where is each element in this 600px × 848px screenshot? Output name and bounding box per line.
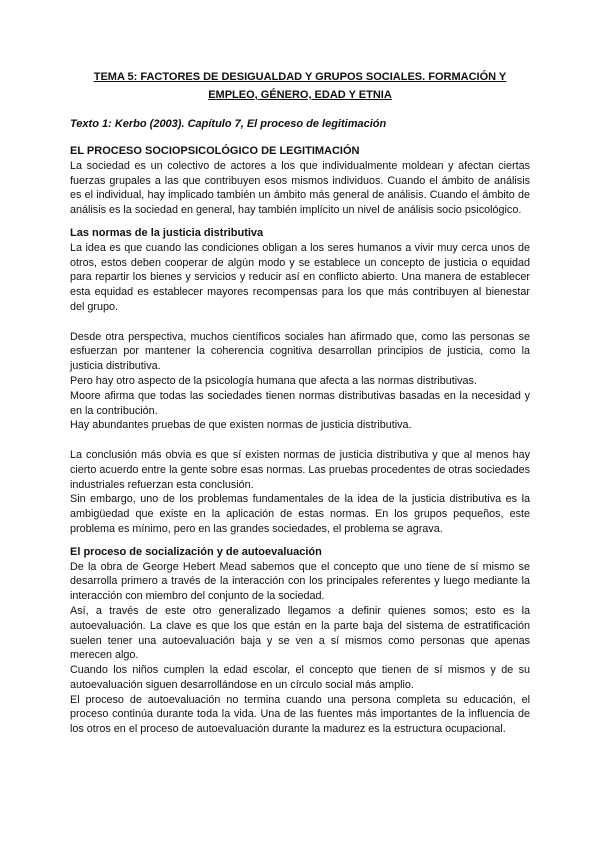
paragraph: La conclusión más obvia es que sí existen normas de justicia distributiva y que al menos hay cierto acuerdo entre la gente sobre esas normas. Las pruebas procedentes de otras sociedades industriales refuerzan esta conclusión. [70,448,530,491]
paragraph: Desde otra perspectiva, muchos científicos sociales han afirmado que, como las personas se esfuerzan por mantener la coherencia cognitiva desarrollan principios de justicia, como la justicia distributiva. [70,330,530,373]
document-subtitle: Texto 1: Kerbo (2003). Capítulo 7, El proceso de legitimación [70,118,387,130]
paragraph: De la obra de George Hebert Mead sabemos que el concepto que uno tiene de sí mismo se desarrolla primero a través de la interacción con los principales referentes y luego mediante la interacción con miembro del conjunto de la sociedad. [70,560,530,603]
section-heading: EL PROCESO SOCIOPSICOLÓGICO DE LEGITIMACIÓN [70,145,360,157]
paragraph: Hay abundantes pruebas de que existen normas de justicia distributiva. [70,419,412,432]
paragraph: La idea es que cuando las condiciones obligan a los seres humanos a vivir muy cerca unos de otros, estos deben cooperar de algún modo y se establece un concepto de justicia o equidad para repartir los bienes y servicios y reducir así en conflicto abierto. Una manera de establecer esta equidad es establecer mayores recompensas para los que más contribuyen al bienestar del grupo. [70,241,530,313]
paragraph: El proceso de autoevaluación no termina cuando una persona completa su educación, el proceso continúa durante toda la vida. Una de las fuentes más importantes de la influencia de los otros en el proceso de autoevaluación durante la madurez es la estructura ocupacional. [70,693,530,736]
paragraph: La sociedad es un colectivo de actores a los que individualmente moldean y afectan ciertas fuerzas grupales a las que contribuyen esos mismos individuos. Cuando el ámbito de análisis es el individual, hay implicado también un ámbito más general de análisis. Cuando el ámbito de análisis es la sociedad en general, hay también implícito un nivel de análisis socio psicológico. [70,159,530,217]
paragraph: Pero hay otro aspecto de la psicología humana que afecta a las normas distributivas. [70,374,477,387]
paragraph: Cuando los niños cumplen la edad escolar, el concepto que tienen de sí mismos y de su autoevaluación siguen desarrollándose en un círculo social más amplio. [70,664,530,691]
paragraph: Así, a través de este otro generalizado llegamos a definir quienes somos; esto es la autoevaluación. La clave es que los que están en la parte baja del sistema de estratificación suelen tener una autoevaluación baja y se ven a sí mismos como personas que apenas merecen algo. [70,604,530,662]
document-body [70,144,530,737]
document-title: TEMA 5: FACTORES DE DESIGUALDAD Y GRUPOS SOCIALES. FORMACIÓN Y EMPLEO, GÉNERO, EDAD Y ETNIA [93,71,507,101]
section-heading: El proceso de socialización y de autoevaluación [70,545,322,558]
paragraph: Sin embargo, uno de los problemas fundamentales de la idea de la justicia distributiva es la ambigüedad que existe en la aplicación de estas normas. En los grupos pequeños, este problema es mínimo, pero en las grandes sociedades, el problema se agrava. [70,493,530,535]
section-heading: Las normas de la justicia distributiva [70,226,264,239]
paragraph: Moore afirma que todas las sociedades tienen normas distributivas basadas en la necesidad y en la contribución. [70,389,530,417]
